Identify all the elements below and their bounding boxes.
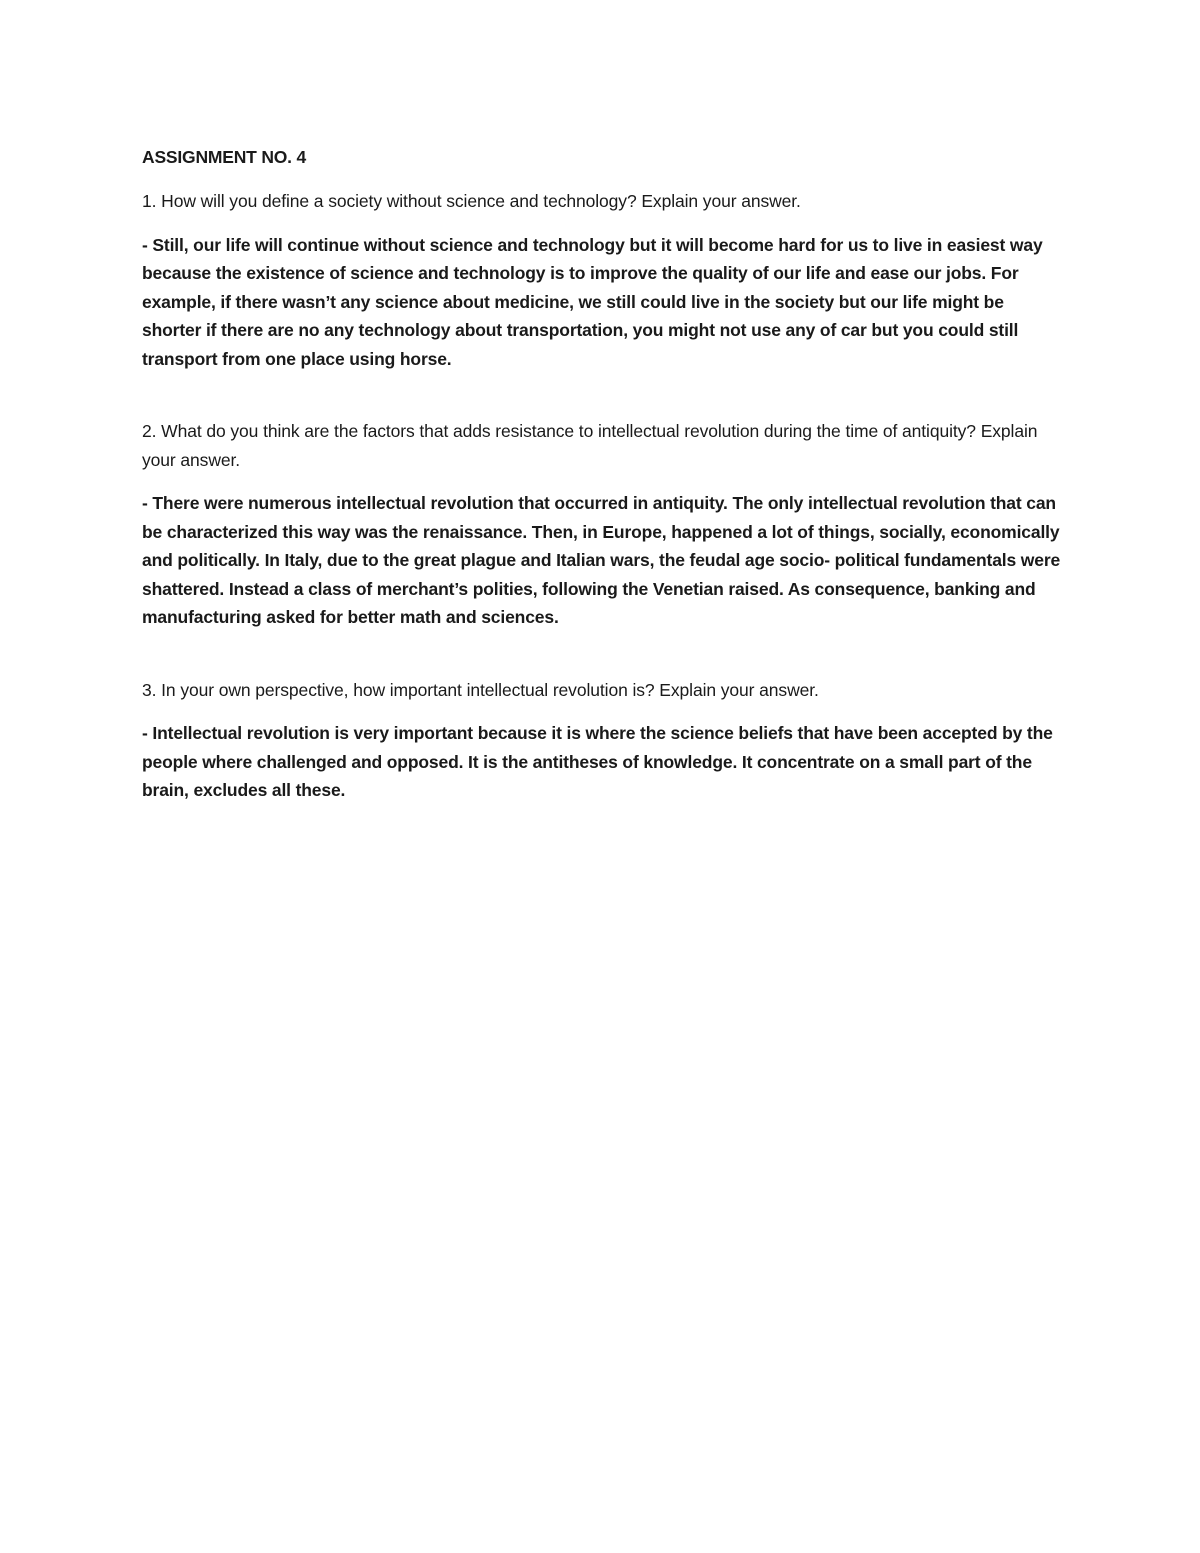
answer-text: - Still, our life will continue without science and technology but it will become hard for us to live in easiest way because the existence of science and technology is to improve the quality of our life and ease our jobs. For example, if there wasn’t any science about medicine, we still could live in the society but our life might be shorter if there are no any technology about transportation, you might not use any of car but you could still transport from one place using horse. [142, 234, 1043, 369]
answer-text: - Intellectual revolution is very important because it is where the science beliefs that have been accepted by the people where challenged and opposed. It is the antitheses of knowledge. It concentrate on a small part of the brain, excludes all these. [142, 723, 1053, 800]
question-text: 2. What do you think are the factors that adds resistance to intellectual revolution during the time of antiquity? Explain your answer. [142, 421, 1038, 470]
answer-text: - There were numerous intellectual revolution that occurred in antiquity. The only intellectual revolution that can be characterized this way was the renaissance. Then, in Europe, happened a lot of things, socially, economically and politically. In Italy, due to the great plague and Italian wars, the feudal age socio- political fundamentals were shattered. Instead a class of merchant’s polities, following the Venetian raised. As consequence, banking and manufacturing asked for better math and sciences. [142, 493, 1061, 627]
assignment-title: ASSIGNMENT NO. 4 [142, 147, 307, 167]
question-block-3 [142, 676, 1062, 805]
question-text: 1. How will you define a society without science and technology? Explain your answer. [142, 191, 801, 211]
question-block-2 [142, 417, 1062, 632]
question-block-1 [142, 187, 1062, 373]
question-text: 3. In your own perspective, how important intellectual revolution is? Explain your answer. [142, 679, 819, 700]
document-body [142, 143, 1062, 805]
